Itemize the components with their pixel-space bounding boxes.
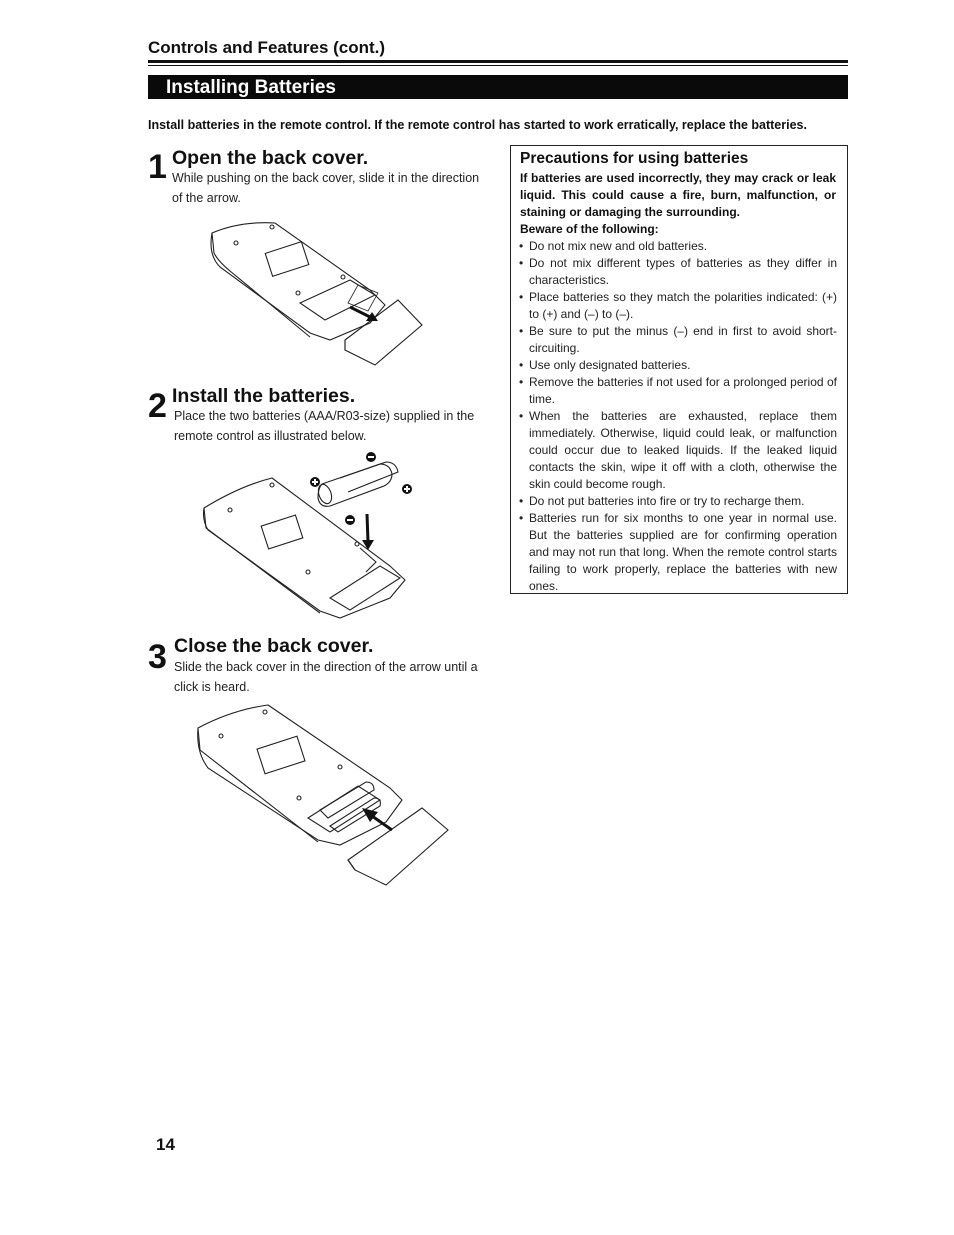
precaution-item: • Use only designated batteries.: [519, 357, 837, 374]
page-number: 14: [156, 1135, 175, 1154]
step-2-number: 2: [148, 387, 167, 425]
step-3-description: Slide the back cover in the direction of the arrow until a click is heard.: [174, 660, 478, 694]
precautions-warning: If batteries are used incorrectly, they may crack or leak liquid. This could cause a fire, burn, malfunction, or staining or damaging the surrounding.: [520, 171, 836, 219]
precaution-item: • When the batteries are exhausted, replace them immediately. Otherwise, liquid could leak, or malfunction could occur due to leaked liquids. If the leaked liquid contacts the skin, wipe it off with a cloth, otherwise the skin could become rough.: [519, 408, 837, 493]
page-title: Installing Batteries: [166, 77, 336, 98]
precaution-item: • Be sure to put the minus (–) end in first to avoid short-circuiting.: [519, 323, 837, 357]
remote-close-cover-illustration: [190, 700, 455, 890]
step-1-number: 1: [148, 148, 167, 186]
section-header: Controls and Features (cont.): [148, 38, 386, 57]
precautions-title: Precautions for using batteries: [520, 150, 749, 167]
precautions-beware-label: Beware of the following:: [520, 222, 659, 236]
precautions-list: [519, 238, 837, 595]
header-rule: [148, 60, 848, 63]
header-rule-thin: [148, 65, 848, 66]
precaution-item: • Do not mix new and old batteries.: [519, 238, 837, 255]
precaution-item: • Do not mix different types of batteries as they differ in characteristics.: [519, 255, 837, 289]
remote-insert-batteries-illustration: [200, 448, 420, 628]
step-2-title: Install the batteries.: [172, 385, 356, 407]
remote-open-cover-illustration: [200, 215, 430, 375]
step-2-description: Place the two batteries (AAA/R03-size) supplied in the remote control as illustrated below.: [174, 409, 475, 443]
title-bar: [148, 75, 848, 99]
intro-text: Install batteries in the remote control. If the remote control has started to work erratically, replace the batteries.: [148, 118, 807, 132]
step-1-title: Open the back cover.: [172, 147, 369, 169]
step-3-number: 3: [148, 638, 167, 676]
step-3-title: Close the back cover.: [174, 635, 374, 657]
precaution-item: • Do not put batteries into fire or try to recharge them.: [519, 493, 837, 510]
precaution-item: • Batteries run for six months to one year in normal use. But the batteries supplied are for confirming operation and may not run that long. When the remote control starts failing to work properly, replace the batteries with new ones.: [519, 510, 837, 595]
precaution-item: • Remove the batteries if not used for a prolonged period of time.: [519, 374, 837, 408]
step-1-description: While pushing on the back cover, slide it in the direction of the arrow.: [172, 171, 480, 205]
precaution-item: • Place batteries so they match the polarities indicated: (+) to (+) and (–) to (–).: [519, 289, 837, 323]
